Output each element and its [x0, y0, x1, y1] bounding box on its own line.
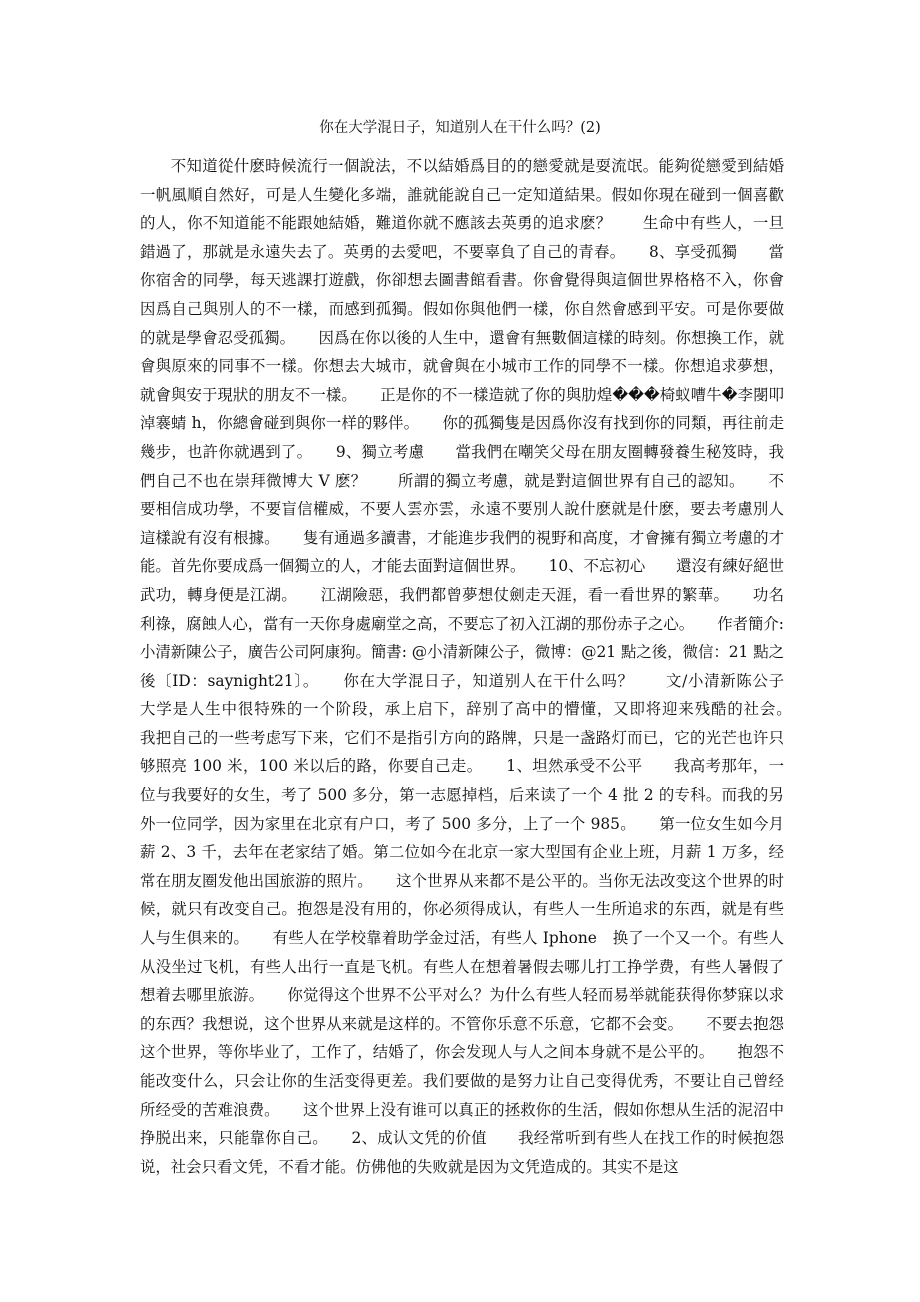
document-title: 你在大学混日子，知道别人在干什么吗？(2)	[319, 120, 601, 136]
document-body: 不知道從什麽時候流行一個說法，不以結婚爲目的的戀愛就是耍流氓。能夠從戀愛到結婚一帆風順自然好，可是人生變化多端，誰就能說自己一定知道結果。假如你現在碰到一個喜歡的人，你不知道能不能跟她結婚，難道你就不應該去英勇的追求麽？ 生命中有些人，一旦錯過了，那就是永遠失去了。英勇的去愛吧，不要辜負了自己的青春。 8、享受孤獨 當你宿舍的同學，每天逃課打遊戲，你卻想去圖書館看書。你會覺得與這個世界格格不入，你會因爲自己與別人的不一樣，而感到孤獨。假如你與他們一樣，你自然會感到平安。可是你要做的就是學會忍受孤獨。 因爲在你以後的人生中，還會有無數個這樣的時刻。你想換工作，就會與原來的同事不一樣。你想去大城市，就會與在小城市工作的同學不一樣。你想追求夢想，就會與安于現狀的朋友不一樣。 正是你的不一樣造就了你的與肋煌���椅蚁嘈牛�李閿叩淖褰蜻 h，你總會碰到與你一样的夥伴。 你的孤獨隻是因爲你沒有找到你的同類，再往前走幾步，也許你就遇到了。 9、獨立考慮 當我們在嘲笑父母在朋友圈轉發養生秘笈時，我們自己不也在崇拜微博大 V 麽？ 所謂的獨立考慮，就是對這個世界有自己的認知。 不要相信成功學，不要盲信權威，不要人雲亦雲，永遠不要別人說什麽就是什麽，要去考慮別人這樣說有沒有根據。 隻有通過多讀書，才能進步我們的視野和高度，才會擁有獨立考慮的才能。首先你要成爲一個獨立的人，才能去面對這個世界。 10、不忘初心 還沒有練好絕世武功，轉身便是江湖。 江湖險惡，我們都曾夢想仗劍走天涯，看一看世界的繁華。 功名利祿，腐蝕人心，當有一天你身處廟堂之高，不要忘了初入江湖的那份赤子之心。 作者簡介: 小清新陳公子，廣告公司阿康狗。簡書: @小清新陳公子，微博：@21 點之後，微信：21 點之後〔ID：saynight21〕。 你在大学混日子，知道别人在干什么吗？ 文/小清新陈公子 大学是人生中很特殊的一个阶段，承上启下，辞别了高中的懵懂，又即将迎来残酷的社会。 我把自己的一些考虑写下来，它们不是指引方向的路牌，只是一盏路灯而已，它的光芒也许只够照亮 100 米，100 米以后的路，你要自己走。 1、坦然承受不公平 我高考那年，一位与我要好的女生，考了 500 多分，第一志愿掉档，后来读了一个 4 批 2 的专科。而我的另外一位同学，因为家里在北京有户口，考了 500 多分，上了一个 985。 第一位女生如今月薪 2、3 千，去年在老家结了婚。第二位如今在北京一家大型国有企业上班，月薪 1 万多，经常在朋友圈发他出国旅游的照片。 这个世界从来都不是公平的。当你无法改变这个世界的时候，就只有改变自己。抱怨是没有用的，你必须得成认，有些人一生所追求的东西，就是有些人与生俱来的。 有些人在学校靠着助学金过活，有些人 Iphone 换了一个又一个。有些人从没坐过飞机，有些人出行一直是飞机。有些人在想着暑假去哪儿打工挣学费，有些人暑假了想着去哪里旅游。 你觉得这个世界不公平对么？为什么有些人轻而易举就能获得你梦寐以求的东西？我想说，这个世界从来就是这样的。不管你乐意不乐意，它都不会变。 不要去抱怨这个世界，等你毕业了，工作了，结婚了，你会发现人与人之间本身就不是公平的。 抱怨不能改变什么，只会让你的生活变得更差。我们要做的是努力让自己变得优秀，不要让自己曾经所经受的苦难浪费。 这个世界上没有谁可以真正的拯救你的生活，假如你想从生活的泥沼中挣脱出来，只能靠你自己。 2、成认文凭的价值 我经常听到有些人在找工作的时候抱怨说，社会只看文凭，不看才能。仿佛他的失败就是因为文凭造成的。其实不是这	[140, 157, 815, 1176]
